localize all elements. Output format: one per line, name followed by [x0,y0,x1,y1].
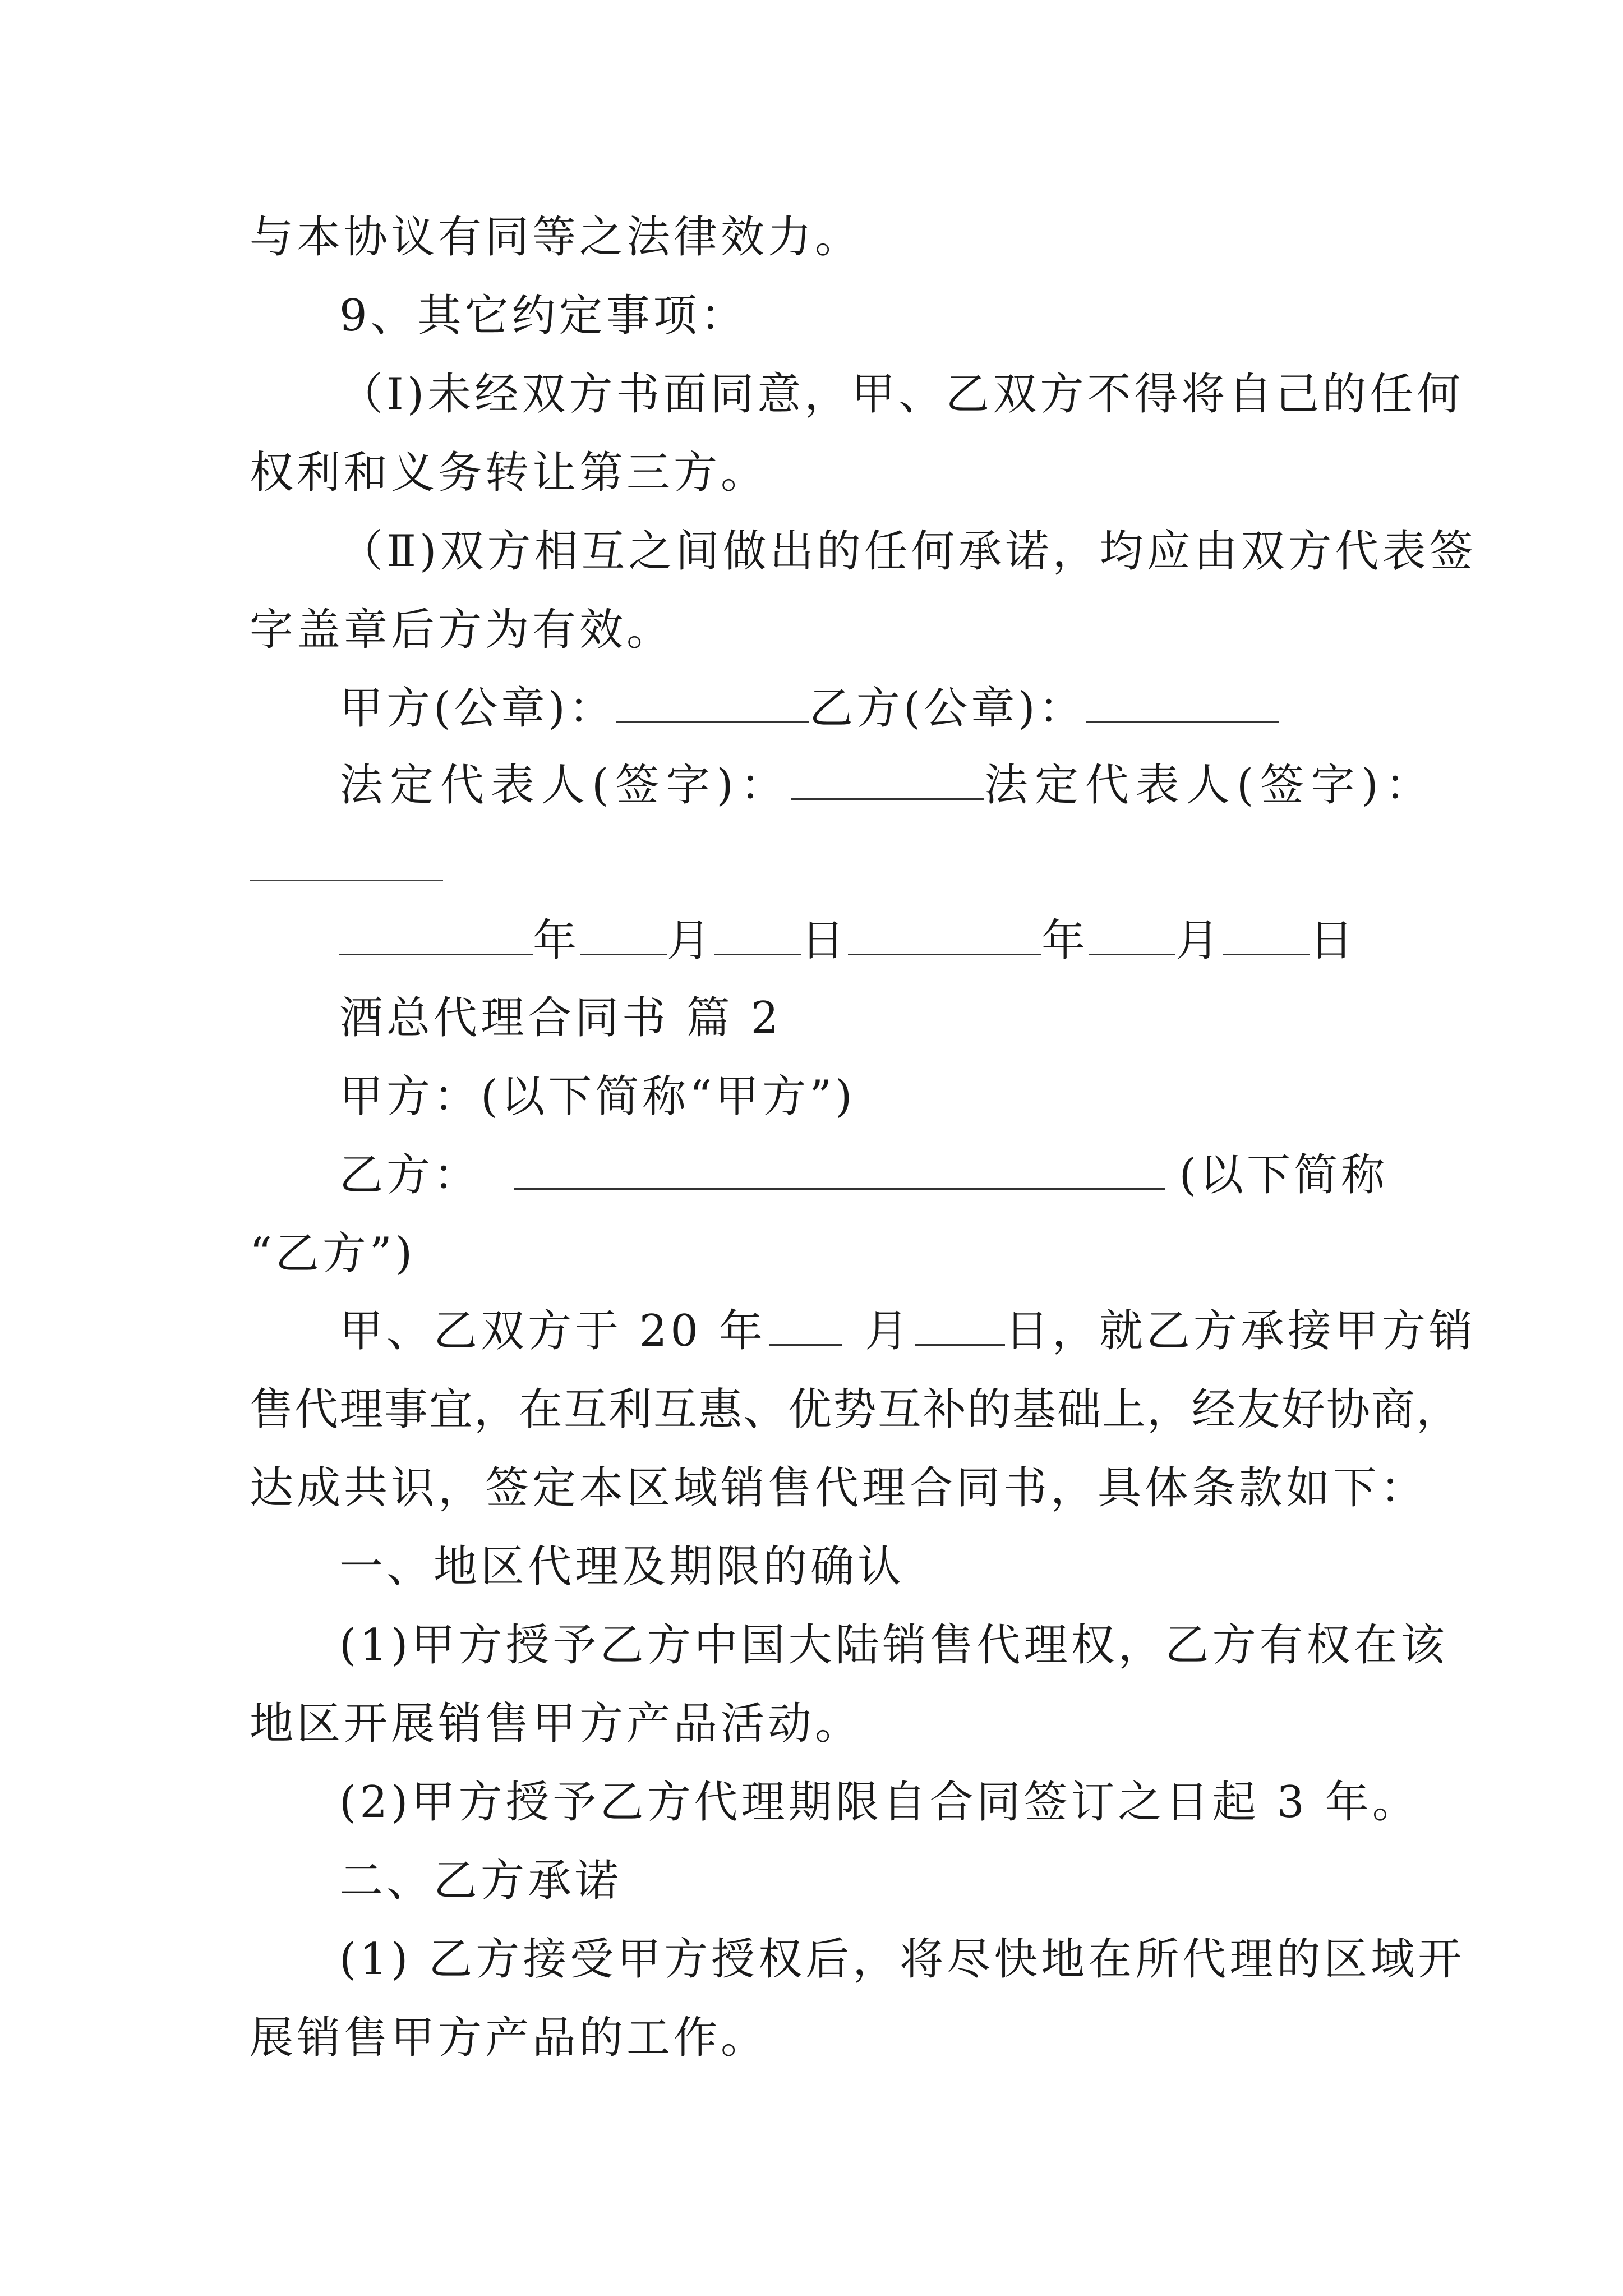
rep-b-label: 法定代表人(签字)： [984,760,1436,811]
text-line: 权利和义务转让第三方。 [250,448,768,498]
year-label: 年 [1041,915,1089,966]
party-a-seal-label: 甲方(公章)： [339,683,616,734]
heading-2: 二、乙方承诺 [339,1856,623,1906]
party-b-line [339,1144,1388,1206]
text-line: （Ⅰ)未经双方书面同意，甲、乙双方不得将自己的任何 [339,369,1464,420]
intro-part: 甲、乙双方于 20 年 [339,1306,766,1356]
text-line: 与本协议有同等之法律效力。 [250,212,863,263]
intro-part: 月 [864,1306,912,1356]
party-b-blank [514,1144,1165,1190]
year-label: 年 [533,915,580,966]
rep-a-label: 法定代表人(签字)： [339,760,791,811]
text-line: (2)甲方授予乙方代理期限自合同签订之日起 3 年。 [339,1777,1419,1828]
year-a-blank [339,910,533,955]
month-label: 月 [667,915,714,966]
party-b-seal-label: 乙方(公章)： [809,683,1086,734]
heading-1: 一、地区代理及期限的确认 [339,1542,905,1592]
seal-row [339,678,1279,739]
party-a-line: 甲方：(以下简称“甲方”) [339,1071,856,1122]
text-line: 达成共识，签定本区域销售代理合同书，具体条款如下： [250,1463,1428,1513]
date-row [339,910,1357,972]
text-line: 展销售甲方产品的工作。 [250,2013,768,2063]
text-line: (1)甲方授予乙方中国大陆销售代理权，乙方有权在该 [339,1620,1448,1671]
text-line: 售代理事宜，在互利互惠、优势互补的基础上，经友好协商， [250,1384,1461,1435]
month-blank [769,1300,842,1346]
text-line: （Ⅱ)双方相互之间做出的任何承诺，均应由双方代表签 [339,526,1477,577]
party-b-seal-blank [1086,678,1279,723]
party-a-seal-blank [616,678,809,723]
intro-line-1 [339,1300,1476,1362]
text-line: (1) 乙方接受甲方授权后，将尽快地在所代理的区域开 [339,1934,1465,1985]
representative-row [339,754,1436,816]
section-title: 酒总代理合同书 篇 2 [339,993,782,1043]
month-b-blank [1089,910,1175,955]
text-line: 地区开展销售甲方产品活动。 [250,1699,863,1749]
party-b-label: 乙方： [339,1150,481,1200]
day-a-blank [714,910,801,955]
party-b-suffix: (以下简称 [1179,1150,1388,1200]
text-line: “乙方”) [250,1228,416,1279]
month-label: 月 [1175,915,1223,966]
rep-a-blank [791,754,984,800]
month-a-blank [580,910,667,955]
day-label: 日 [1310,915,1357,966]
text-line: 字盖章后方为有效。 [250,605,674,655]
intro-part: 日，就乙方承接甲方销 [1004,1306,1476,1356]
day-label: 日 [801,915,849,966]
rep-b-blank [250,880,443,881]
text-line: 9、其它约定事项： [339,291,748,341]
day-blank [915,1300,1005,1346]
year-b-blank [848,910,1041,955]
day-b-blank [1223,910,1310,955]
